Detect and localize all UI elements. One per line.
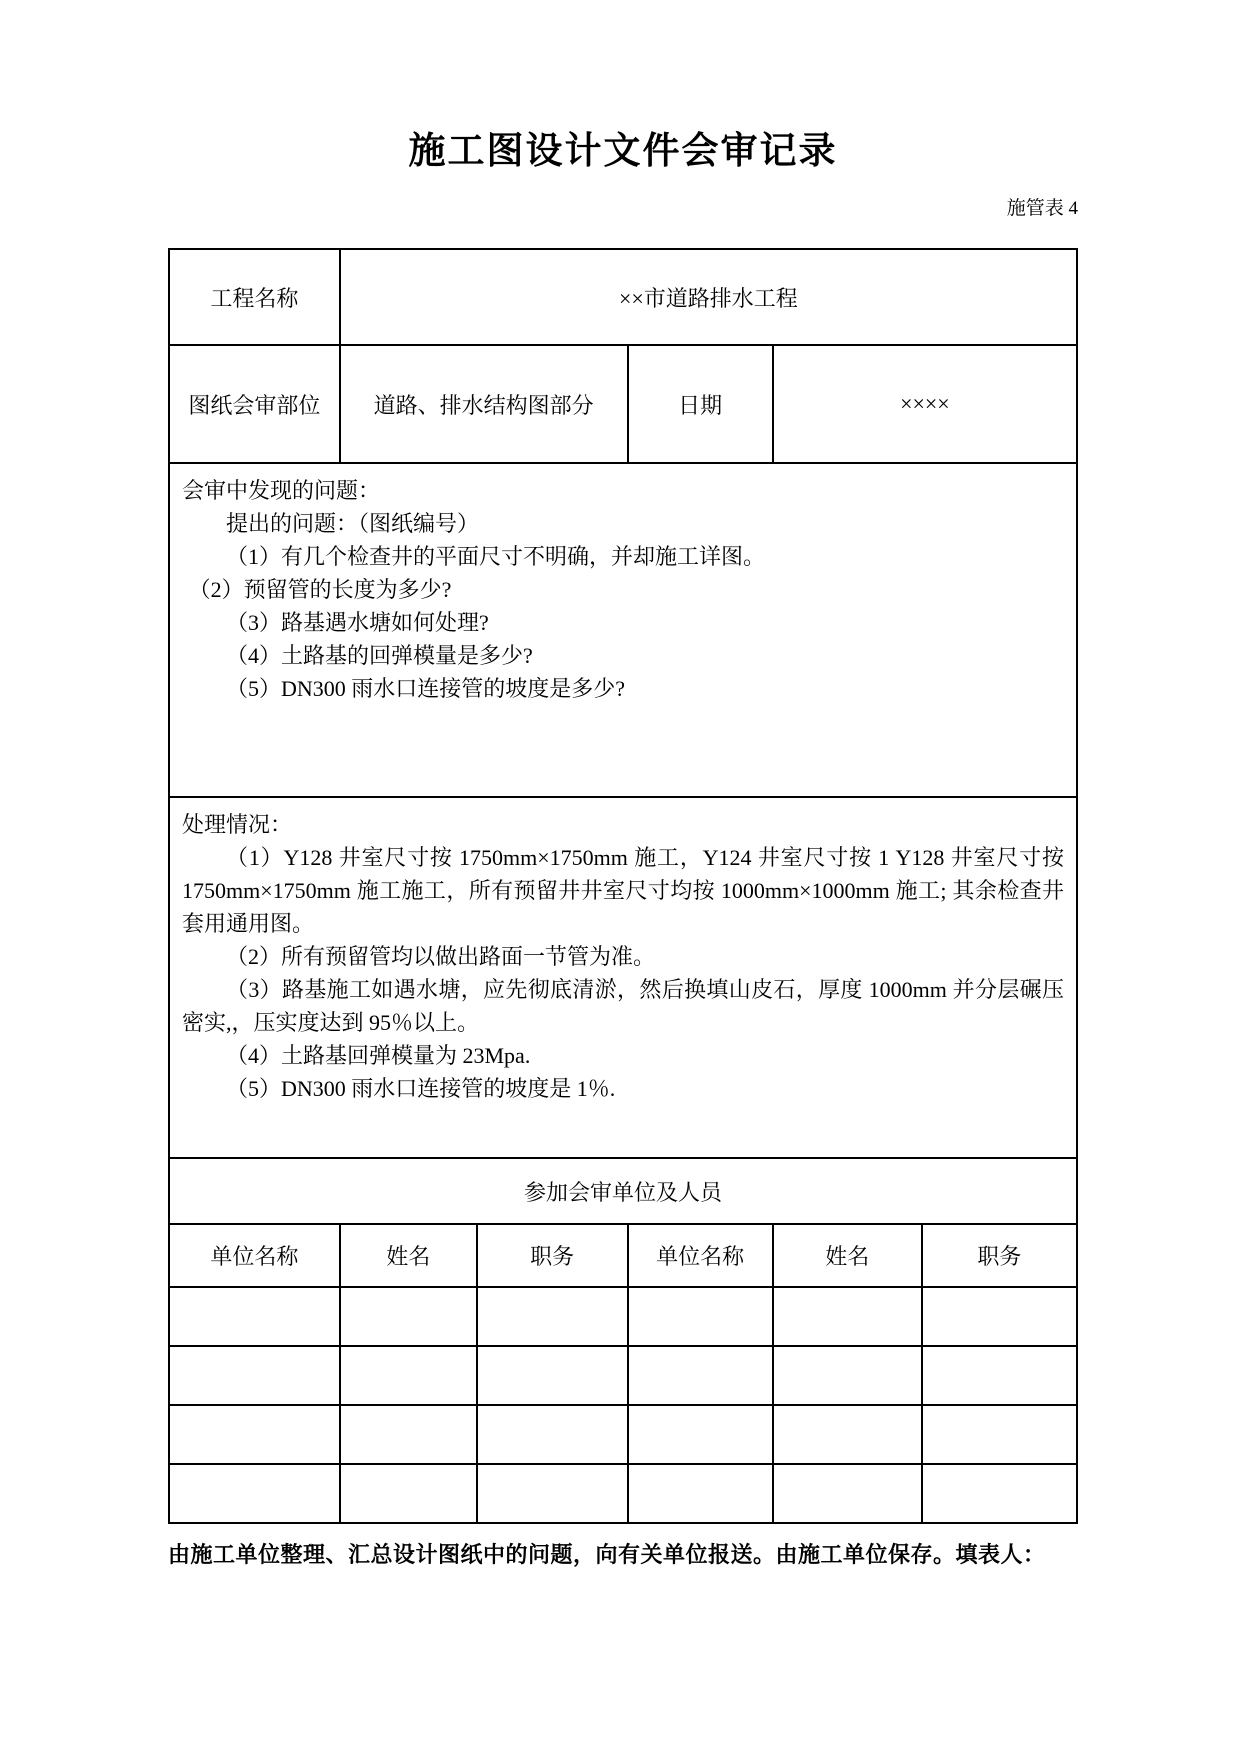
empty-cell — [340, 1346, 477, 1405]
empty-cell — [477, 1346, 628, 1405]
date-label-cell: 日期 — [628, 345, 773, 463]
empty-cell — [922, 1405, 1077, 1464]
review-part-label-cell: 图纸会审部位 — [169, 345, 340, 463]
empty-cell — [922, 1346, 1077, 1405]
project-name-row — [169, 249, 1077, 345]
participants-heading-cell: 参加会审单位及人员 — [169, 1158, 1077, 1224]
empty-cell — [169, 1405, 340, 1464]
resolution-item: （4）土路基回弹模量为 23Mpa. — [226, 1043, 531, 1068]
review-part-row — [169, 345, 1077, 463]
empty-cell — [169, 1287, 340, 1346]
column-header-person-name: 姓名 — [340, 1224, 477, 1287]
column-header-person-name: 姓名 — [773, 1224, 922, 1287]
empty-cell — [773, 1287, 922, 1346]
participants-header-row — [169, 1224, 1077, 1287]
empty-cell — [340, 1464, 477, 1523]
empty-cell — [340, 1405, 477, 1464]
empty-cell — [773, 1464, 922, 1523]
resolution-row — [169, 797, 1077, 1158]
problem-item: （4）土路基的回弹模量是多少? — [226, 643, 533, 668]
resolution-item: （5）DN300 雨水口连接管的坡度是 1％. — [226, 1076, 616, 1101]
project-name-label-cell: 工程名称 — [169, 249, 340, 345]
footer-note: 由施工单位整理、汇总设计图纸中的问题，向有关单位报送。由施工单位保存。填表人： — [168, 1542, 1046, 1567]
resolution-heading: 处理情况： — [182, 812, 293, 837]
resolution-item: （2）所有预留管均以做出路面一节管为准。 — [226, 944, 656, 969]
empty-cell — [340, 1287, 477, 1346]
resolution-cell — [169, 797, 1077, 1158]
resolution-item: （3）路基施工如遇水塘，应先彻底清淤，然后换填山皮石，厚度 1000mm 并分层碾压密实,，压实度达到 95％以上。 — [182, 977, 1064, 1035]
resolution-item: （1）Y128 井室尺寸按 1750mm×1750mm 施工，Y124 井室尺寸按 1 Y128 井室尺寸按 1750mm×1750mm 施工施工，所有预留井井室尺寸均按 1000mm×1000mm 施工; 其余检查井套用通用图。 — [182, 845, 1064, 936]
empty-cell — [628, 1287, 773, 1346]
page-title: 施工图设计文件会审记录 — [408, 131, 838, 172]
participants-empty-row — [169, 1405, 1077, 1464]
column-header-position: 职务 — [477, 1224, 628, 1287]
empty-cell — [477, 1464, 628, 1523]
empty-cell — [628, 1464, 773, 1523]
empty-cell — [922, 1287, 1077, 1346]
problems-heading: 会审中发现的问题： — [182, 478, 381, 503]
participants-empty-row — [169, 1346, 1077, 1405]
problems-cell — [169, 463, 1077, 797]
participants-empty-row — [169, 1287, 1077, 1346]
empty-cell — [169, 1346, 340, 1405]
date-value-cell: ×××× — [773, 345, 1077, 463]
empty-cell — [773, 1405, 922, 1464]
review-record-table — [168, 248, 1078, 1524]
participants-empty-row — [169, 1464, 1077, 1523]
participants-heading-row — [169, 1158, 1077, 1224]
empty-cell — [922, 1464, 1077, 1523]
column-header-position: 职务 — [922, 1224, 1077, 1287]
empty-cell — [628, 1405, 773, 1464]
form-number-label: 施管表 4 — [1006, 198, 1078, 219]
column-header-unit-name: 单位名称 — [628, 1224, 773, 1287]
column-header-unit-name: 单位名称 — [169, 1224, 340, 1287]
project-name-value-cell: ××市道路排水工程 — [340, 249, 1077, 345]
empty-cell — [477, 1287, 628, 1346]
empty-cell — [628, 1346, 773, 1405]
empty-cell — [169, 1464, 340, 1523]
empty-cell — [477, 1405, 628, 1464]
problem-item: （1）有几个检查井的平面尺寸不明确，并却施工详图。 — [226, 544, 766, 569]
review-part-value-cell: 道路、排水结构图部分 — [340, 345, 628, 463]
problems-subheading: 提出的问题：（图纸编号） — [226, 511, 480, 536]
problems-row — [169, 463, 1077, 797]
problem-item: （2）预留管的长度为多少? — [188, 577, 452, 602]
problem-item: （3）路基遇水塘如何处理? — [226, 610, 489, 635]
empty-cell — [773, 1346, 922, 1405]
problem-item: （5）DN300 雨水口连接管的坡度是多少? — [226, 676, 626, 701]
